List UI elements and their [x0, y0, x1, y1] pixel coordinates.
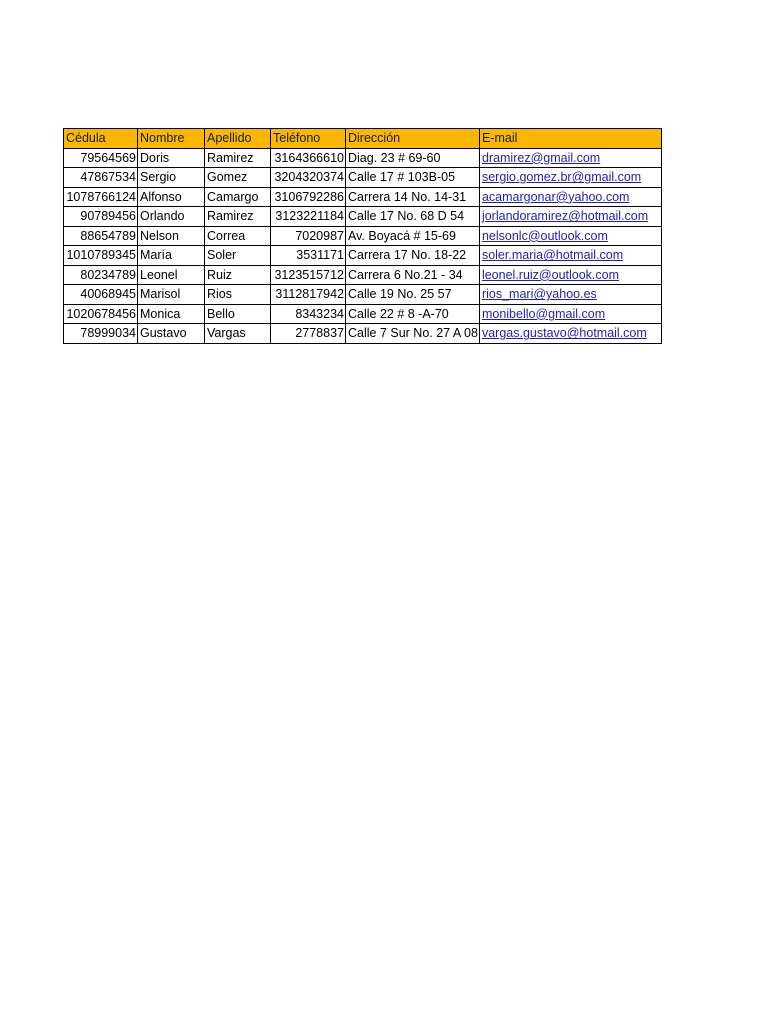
cell-apellido[interactable]: Ramirez	[205, 148, 271, 168]
email-link[interactable]: sergio.gomez.br@gmail.com	[481, 170, 642, 185]
cell-cedula[interactable]: 90789456	[64, 207, 138, 227]
email-link[interactable]: rios_mari@yahoo.es	[481, 287, 597, 302]
cell-apellido[interactable]: Gomez	[205, 168, 271, 188]
header-direccion: Dirección	[346, 129, 480, 149]
cell-apellido[interactable]: Ramirez	[205, 207, 271, 227]
cell-email	[479, 324, 661, 344]
table-row	[64, 246, 662, 266]
table-row	[64, 265, 662, 285]
email-link[interactable]: vargas.gustavo@hotmail.com	[481, 326, 647, 341]
header-telefono: Teléfono	[271, 129, 346, 149]
cell-direccion[interactable]: Calle 17 # 103B-05	[346, 168, 480, 188]
cell-apellido[interactable]: Ruiz	[205, 265, 271, 285]
cell-telefono[interactable]: 3123221184	[271, 207, 346, 227]
cell-cedula[interactable]: 79564569	[64, 148, 138, 168]
header-row	[64, 129, 662, 149]
header-apellido: Apellido	[205, 129, 271, 149]
cell-apellido[interactable]: Vargas	[205, 324, 271, 344]
cell-cedula[interactable]: 88654789	[64, 226, 138, 246]
cell-direccion[interactable]: Calle 22 # 8 -A-70	[346, 304, 480, 324]
cell-telefono[interactable]: 3204320374	[271, 168, 346, 188]
table-row	[64, 324, 662, 344]
table-row	[64, 168, 662, 188]
cell-nombre[interactable]: Sergio	[138, 168, 205, 188]
cell-email	[479, 187, 661, 207]
cell-nombre[interactable]: Leonel	[138, 265, 205, 285]
cell-apellido[interactable]: Bello	[205, 304, 271, 324]
cell-cedula[interactable]: 78999034	[64, 324, 138, 344]
cell-cedula[interactable]: 1020678456	[64, 304, 138, 324]
cell-telefono[interactable]: 3531171	[271, 246, 346, 266]
cell-cedula[interactable]: 1010789345	[64, 246, 138, 266]
cell-email	[479, 285, 661, 305]
cell-direccion[interactable]: Calle 19 No. 25 57	[346, 285, 480, 305]
cell-telefono[interactable]: 8343234	[271, 304, 346, 324]
email-link[interactable]: soler.maria@hotmail.com	[481, 248, 624, 263]
cell-email	[479, 265, 661, 285]
cell-email	[479, 304, 661, 324]
table-row	[64, 304, 662, 324]
email-link[interactable]: nelsonlc@outlook.com	[481, 228, 608, 243]
cell-apellido[interactable]: Rios	[205, 285, 271, 305]
table-row	[64, 226, 662, 246]
cell-telefono[interactable]: 3164366610	[271, 148, 346, 168]
header-email: E-mail	[479, 129, 661, 149]
cell-cedula[interactable]: 40068945	[64, 285, 138, 305]
cell-cedula[interactable]: 47867534	[64, 168, 138, 188]
table-row	[64, 187, 662, 207]
cell-telefono[interactable]: 3123515712	[271, 265, 346, 285]
cell-nombre[interactable]: Monica	[138, 304, 205, 324]
table-row	[64, 285, 662, 305]
email-link[interactable]: jorlandoramirez@hotmail.com	[481, 209, 649, 224]
cell-nombre[interactable]: Nelson	[138, 226, 205, 246]
cell-nombre[interactable]: Marisol	[138, 285, 205, 305]
cell-email	[479, 207, 661, 227]
contacts-sheet	[63, 128, 662, 344]
cell-direccion[interactable]: Carrera 6 No.21 - 34	[346, 265, 480, 285]
cell-nombre[interactable]: María	[138, 246, 205, 266]
cell-nombre[interactable]: Alfonso	[138, 187, 205, 207]
cell-telefono[interactable]: 7020987	[271, 226, 346, 246]
cell-telefono[interactable]: 3106792286	[271, 187, 346, 207]
header-nombre: Nombre	[138, 129, 205, 149]
cell-telefono[interactable]: 2778837	[271, 324, 346, 344]
cell-nombre[interactable]: Gustavo	[138, 324, 205, 344]
table-row	[64, 207, 662, 227]
cell-email	[479, 226, 661, 246]
email-link[interactable]: leonel.ruiz@outlook.com	[481, 267, 620, 282]
cell-apellido[interactable]: Camargo	[205, 187, 271, 207]
email-link[interactable]: monibello@gmail.com	[481, 306, 606, 321]
email-link[interactable]: dramirez@gmail.com	[481, 150, 601, 165]
email-link[interactable]: acamargonar@yahoo.com	[481, 189, 630, 204]
cell-email	[479, 168, 661, 188]
table-row	[64, 148, 662, 168]
header-cedula: Cédula	[64, 129, 138, 149]
cell-apellido[interactable]: Soler	[205, 246, 271, 266]
cell-email	[479, 246, 661, 266]
cell-direccion[interactable]: Carrera 17 No. 18-22	[346, 246, 480, 266]
cell-cedula[interactable]: 1078766124	[64, 187, 138, 207]
cell-telefono[interactable]: 3112817942	[271, 285, 346, 305]
cell-nombre[interactable]: Doris	[138, 148, 205, 168]
cell-direccion[interactable]: Carrera 14 No. 14-31	[346, 187, 480, 207]
cell-direccion[interactable]: Diag. 23 # 69-60	[346, 148, 480, 168]
contacts-table	[63, 128, 662, 344]
cell-direccion[interactable]: Av. Boyacá # 15-69	[346, 226, 480, 246]
cell-apellido[interactable]: Correa	[205, 226, 271, 246]
cell-cedula[interactable]: 80234789	[64, 265, 138, 285]
cell-nombre[interactable]: Orlando	[138, 207, 205, 227]
cell-direccion[interactable]: Calle 7 Sur No. 27 A 08	[346, 324, 480, 344]
cell-direccion[interactable]: Calle 17 No. 68 D 54	[346, 207, 480, 227]
cell-email	[479, 148, 661, 168]
